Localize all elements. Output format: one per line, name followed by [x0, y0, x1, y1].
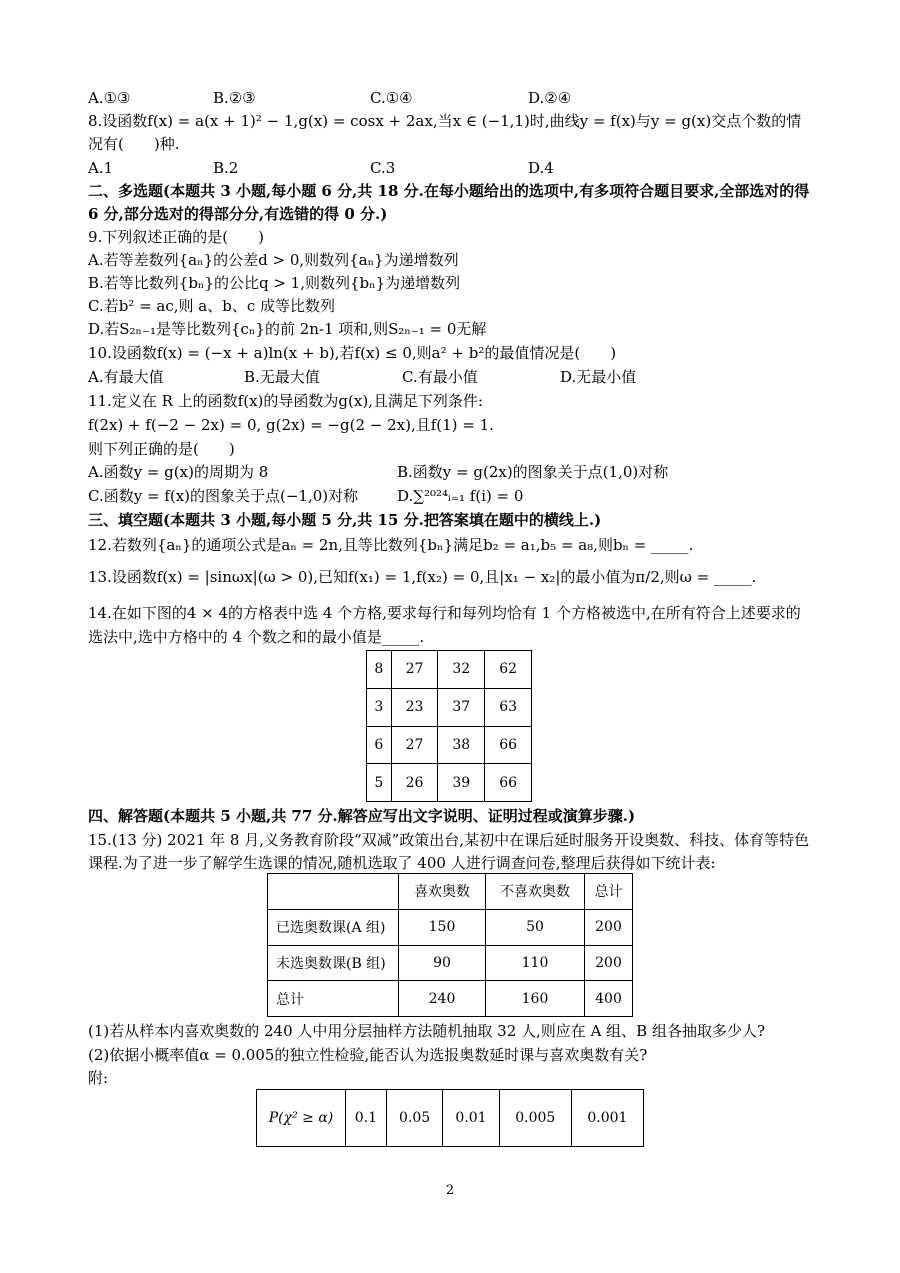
q8-option-b: B.2: [213, 159, 239, 177]
section2-heading-line1: 二、多选题(本题共 3 小题,每小题 6 分,共 18 分.在每小题给出的选项中,有多项符合题目要求,全部选对的得: [88, 182, 810, 200]
q10-option-b: B.无最大值: [244, 368, 320, 386]
table-row: [268, 909, 633, 945]
grid-cell: 63: [485, 688, 532, 726]
q8-option-a: A.1: [88, 159, 114, 177]
q10-option-d: D.无最小值: [560, 368, 637, 386]
q8-stem-line1: 8.设函数f(x) = a(x + 1)² − 1,g(x) = cosx + 2ax,当x ∈ (−1,1)时,曲线y = f(x)与y = g(x)交点个数的情: [88, 112, 802, 130]
q15-statistics-table: [267, 873, 633, 1017]
grid-cell: 66: [485, 764, 532, 802]
q15-stem-line2: 课程.为了进一步了解学生选课的情况,随机选取了 400 人进行调查问卷,整理后获得如下统计表:: [88, 854, 716, 872]
q9-option-a: A.若等差数列{aₙ}的公差d > 0,则数列{aₙ}为递增数列: [88, 251, 459, 269]
q11-option-d: D.∑²⁰²⁴ᵢ₌₁ f(i) = 0: [397, 487, 524, 505]
q15-part2: (2)依据小概率值α = 0.005的独立性检验,能否认为选报奥数延时课与喜欢奥数有关?: [88, 1046, 648, 1064]
q14-stem-line2: 选法中,选中方格中的 4 个数之和的最小值是_____.: [88, 628, 425, 646]
q7-option-c: C.①④: [370, 89, 413, 107]
grid-cell: 27: [391, 726, 438, 764]
q9-stem: 9.下列叙述正确的是( ): [88, 228, 265, 246]
q11-stem: 11.定义在 R 上的函数f(x)的导函数为g(x),且满足下列条件:: [88, 392, 483, 410]
q10-stem: 10.设函数f(x) = (−x + a)ln(x + b),若f(x) ≤ 0,则a² + b²的最值情况是( ): [88, 344, 617, 362]
q9-option-b: B.若等比数列{bₙ}的公比q > 1,则数列{bₙ}为递增数列: [88, 274, 461, 292]
table-row: [268, 945, 633, 981]
grid-cell: 27: [391, 651, 438, 689]
grid-cell: 6: [367, 726, 392, 764]
table-cell: 110: [486, 945, 585, 981]
section2-heading-line2: 6 分,部分选对的得部分分,有选错的得 0 分.): [88, 205, 388, 223]
q10-option-a: A.有最大值: [88, 368, 164, 386]
q11-option-c: C.函数y = f(x)的图象关于点(−1,0)对称: [88, 487, 359, 505]
q7-option-a: A.①③: [88, 89, 131, 107]
q12-text: 12.若数列{aₙ}的通项公式是aₙ = 2n,且等比数列{bₙ}满足b₂ = a₁,b₅ = a₈,则bₙ = _____.: [88, 536, 694, 554]
table-cell: 200: [585, 909, 633, 945]
grid-cell: 62: [485, 651, 532, 689]
chi-value-cell: 0.05: [386, 1090, 442, 1147]
chi-value-cell: 0.005: [499, 1090, 571, 1147]
grid-cell: 23: [391, 688, 438, 726]
chi-square-table: [256, 1089, 644, 1147]
table-cell: 总计: [268, 981, 399, 1017]
grid-cell: 8: [367, 651, 392, 689]
table-cell: 160: [486, 981, 585, 1017]
q13-text: 13.设函数f(x) = |sinωx|(ω > 0),已知f(x₁) = 1,f(x₂) = 0,且|x₁ − x₂|的最小值为π/2,则ω = _____.: [88, 568, 757, 586]
grid-cell: 5: [367, 764, 392, 802]
grid-cell: 39: [438, 764, 485, 802]
q11-conditions: f(2x) + f(−2 − 2x) = 0, g(2x) = −g(2 − 2x),且f(1) = 1.: [88, 416, 494, 434]
q9-option-c: C.若b² = ac,则 a、b、c 成等比数列: [88, 297, 336, 315]
q8-option-c: C.3: [370, 159, 396, 177]
q11-option-b: B.函数y = g(2x)的图象关于点(1,0)对称: [397, 463, 669, 481]
q15-stem-line1: 15.(13 分) 2021 年 8 月,义务教育阶段“双减”政策出台,某初中在课后延时服务开设奥数、科技、体育等特色: [88, 831, 810, 849]
table-cell: 已选奥数课(A 组): [268, 909, 399, 945]
table-cell: 240: [399, 981, 486, 1017]
chi-header-cell: P(χ² ≥ α): [257, 1090, 346, 1147]
q11-option-a: A.函数y = g(x)的周期为 8: [88, 463, 269, 481]
grid-cell: 32: [438, 651, 485, 689]
q7-option-d: D.②④: [528, 89, 572, 107]
grid-cell: 37: [438, 688, 485, 726]
q15-appendix-label: 附:: [88, 1069, 109, 1087]
table-cell: 150: [399, 909, 486, 945]
section4-heading: 四、解答题(本题共 5 小题,共 77 分.解答应写出文字说明、证明过程或演算步骤.): [88, 807, 636, 825]
grid-cell: 3: [367, 688, 392, 726]
table-header-cell: 喜欢奥数: [399, 874, 486, 910]
grid-cell: 38: [438, 726, 485, 764]
table-cell: 未选奥数课(B 组): [268, 945, 399, 981]
q14-number-grid: [366, 650, 532, 802]
chi-value-cell: 0.001: [571, 1090, 643, 1147]
q14-stem-line1: 14.在如下图的4 × 4的方格表中选 4 个方格,要求每行和每列均恰有 1 个方格被选中,在所有符合上述要求的: [88, 604, 801, 622]
q9-option-d: D.若S₂ₙ₋₁是等比数列{cₙ}的前 2n-1 项和,则S₂ₙ₋₁ = 0无解: [88, 320, 487, 338]
table-header-cell: [268, 874, 399, 910]
table-header-cell: 总计: [585, 874, 633, 910]
chi-value-cell: 0.1: [346, 1090, 387, 1147]
grid-cell: 66: [485, 726, 532, 764]
table-cell: 50: [486, 909, 585, 945]
grid-cell: 26: [391, 764, 438, 802]
page-number: 2: [445, 1183, 455, 1198]
q10-option-c: C.有最小值: [402, 368, 478, 386]
q15-part1: (1)若从样本内喜欢奥数的 240 人中用分层抽样方法随机抽取 32 人,则应在 A 组、B 组各抽取多少人?: [88, 1022, 766, 1040]
section3-heading: 三、填空题(本题共 3 小题,每小题 5 分,共 15 分.把答案填在题中的横线上.): [88, 511, 602, 529]
chi-value-cell: 0.01: [443, 1090, 499, 1147]
q8-stem-line2: 况有( )种.: [88, 135, 180, 153]
q8-option-d: D.4: [528, 159, 554, 177]
table-cell: 90: [399, 945, 486, 981]
table-header-cell: 不喜欢奥数: [486, 874, 585, 910]
table-cell: 200: [585, 945, 633, 981]
q11-ask: 则下列正确的是( ): [88, 440, 235, 458]
table-row: [268, 981, 633, 1017]
table-cell: 400: [585, 981, 633, 1017]
q7-option-b: B.②③: [213, 89, 256, 107]
